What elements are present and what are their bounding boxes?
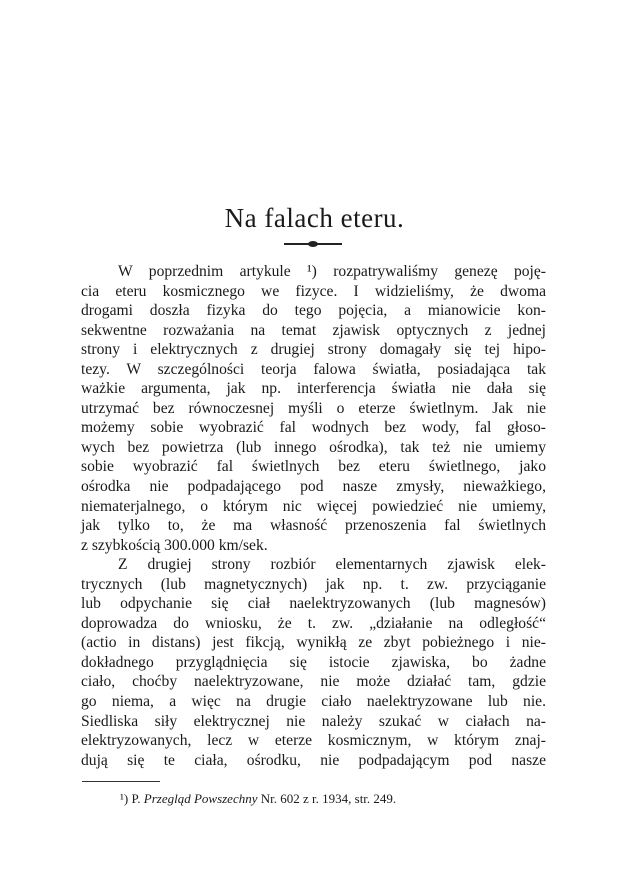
text-line: W poprzednim artykule ¹) rozpatrywaliśmy genezę poję-	[118, 263, 546, 280]
text-line: Z drugiej strony rozbiór elementarnych zjawisk elek-	[118, 556, 546, 574]
text-line: niematerjalnego, o którym nic więcej powiedzieć nie umiemy,	[81, 497, 546, 515]
text-line: elektryzowanych, lecz w eterze kosmicznym, w którym znaj-	[81, 732, 546, 750]
text-line: dokładnego przyglądnięcia się istocie zjawiska, bo żadne	[81, 653, 546, 671]
text-line: Siedliska siły elektrycznej nie należy szukać w ciałach na-	[81, 712, 546, 730]
footnote	[120, 791, 396, 807]
footnote-rule	[82, 781, 160, 782]
article-body	[81, 262, 546, 770]
text-line: jak tylko to, że ma własność przenoszenia fal świetlnych	[81, 517, 546, 535]
text-line: tezy. W szczególności teorja falowa światła, posiadająca tak	[81, 360, 546, 378]
text-line: drogami doszła fizyka do tego pojęcia, a mianowicie kon-	[81, 302, 546, 320]
footnote-citation: Nr. 602 z r. 1934, str. 249.	[260, 791, 397, 806]
text-line: sobie wyobrazić fal świetlnych bez eteru świetlnego, jako	[81, 458, 546, 476]
text-line: (actio in distans) jest fikcją, wynikłą ze zbyt pobieżnego i nie-	[81, 634, 546, 652]
text-line: trycznych (lub magnetycznych) jak np. t. zw. przyciąganie	[81, 575, 546, 593]
footnote-journal: Przegląd Powszechny	[143, 791, 258, 806]
text-line: lub odpychanie się ciał naelektryzowanych (lub magnesów)	[81, 595, 546, 613]
text-line: dują się te ciała, ośrodku, nie podpadającym pod nasze	[81, 751, 546, 769]
text-line: strony i elektrycznych z drugiej strony domagały się tej hipo-	[81, 341, 546, 359]
text-line: sekwentne rozważania na temat zjawisk optycznych z jednej	[81, 321, 546, 339]
text-line: wych bez powietrza (lub innego ośrodka), tak też nie umiemy	[81, 438, 546, 456]
text-line: z szybkością 300.000 km/sek.	[81, 536, 268, 554]
text-line: utrzymać bez równoczesnej myśli o eterze świetlnym. Jak nie	[81, 399, 546, 417]
text-line: ważkie argumenta, jak np. interferencja światła nie dała się	[81, 380, 546, 398]
text-line: ciało, choćby naelektryzowane, nie może działać tam, gdzie	[81, 673, 546, 691]
text-line: doprowadza do wniosku, że t. zw. „działanie na odległość“	[81, 614, 546, 632]
page-title: Na falach eteru.	[224, 203, 405, 233]
text-line: cia eteru kosmicznego we fizyce. I widzieliśmy, że dwoma	[81, 282, 546, 300]
text-line: ośrodka nie podpadającego pod nasze zmysły, nieważkiego,	[81, 478, 546, 496]
text-line: go niema, a więc na drugie ciało naelektryzowane lub nie.	[81, 693, 546, 711]
text-line: możemy sobie wyobrazić fal wodnych bez wody, fal głoso-	[81, 419, 546, 437]
title-ornament-divider	[284, 243, 342, 245]
footnote-marker: ¹) P.	[120, 791, 141, 806]
